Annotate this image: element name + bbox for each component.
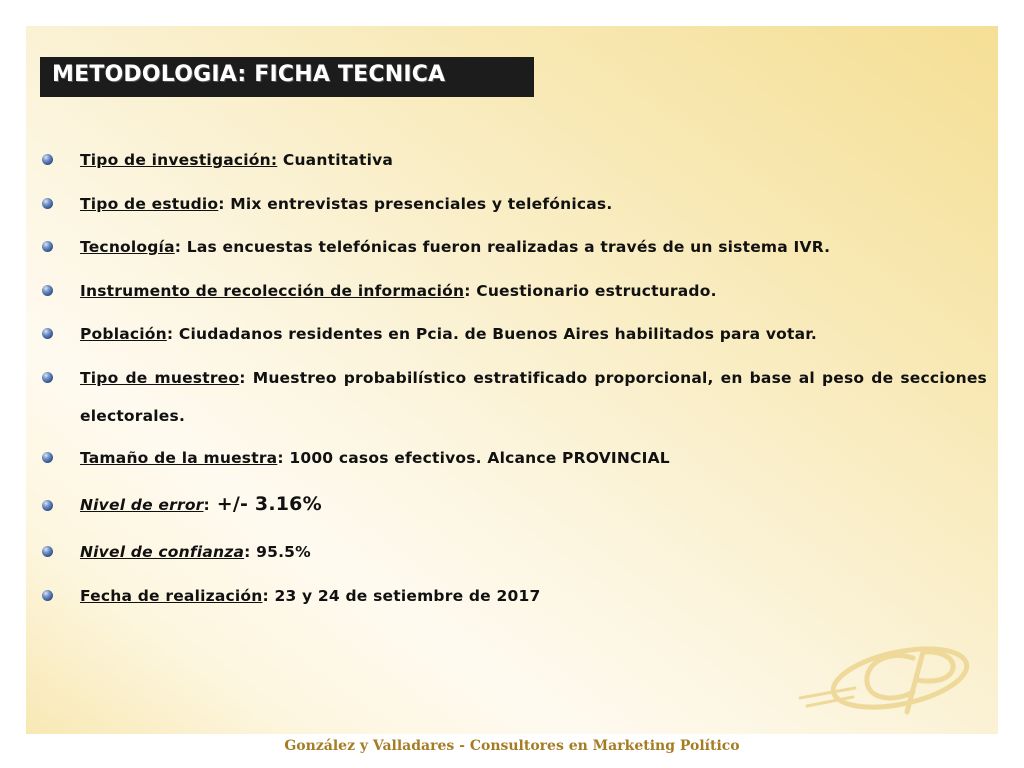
list-item: Fecha de realización: 23 y 24 de setiembre de 2017 — [42, 586, 540, 606]
list-item — [42, 150, 987, 170]
item-value: Muestreo probabilístico estratificado proporcional, en base al peso de secciones electorales. — [80, 369, 987, 425]
item-value: Ciudadanos residentes en Pcia. de Buenos Aires habilitados para votar. — [173, 325, 817, 343]
list-item: Tipo de muestreo: Muestreo probabilístico estratificado proporcional, en base al peso de secciones electorales. — [42, 359, 987, 435]
list-item: Tecnología: Las encuestas telefónicas fueron realizadas a través de un sistema IVR. — [42, 237, 830, 257]
list-item: Nivel de error: +/- 3.16% — [42, 494, 322, 515]
item-label: Población — [80, 325, 167, 343]
item-label: Nivel de confianza — [80, 543, 245, 561]
list-item: Nivel de confianza: 95.5% — [42, 542, 311, 562]
item-label: Nivel de error — [80, 496, 204, 514]
list-item: Población: Ciudadanos residentes en Pcia. de Buenos Aires habilitados para votar. — [42, 324, 817, 344]
item-label: Tipo de estudio — [80, 195, 219, 213]
item-value: 95.5% — [250, 543, 311, 561]
item-value: +/- 3.16% — [209, 493, 322, 515]
list-item: Tipo de estudio: Mix entrevistas presenciales y telefónicas. — [42, 194, 612, 214]
item-label: Fecha de realización — [80, 587, 263, 605]
bullet-icon — [42, 241, 53, 252]
bullet-icon — [42, 372, 53, 383]
bullet-icon — [42, 198, 53, 209]
gv-monogram-logo-icon — [795, 640, 980, 725]
list-item: Tamaño de la muestra: 1000 casos efectivos. Alcance PROVINCIAL — [42, 448, 670, 468]
item-value: 23 y 24 de setiembre de 2017 — [268, 587, 541, 605]
item-value: Mix entrevistas presenciales y telefónicas. — [224, 195, 613, 213]
item-value: Cuestionario estructurado. — [470, 282, 717, 300]
item-value: Las encuestas telefónicas fueron realizadas a través de un sistema IVR. — [181, 238, 831, 256]
item-value: 1000 casos efectivos. Alcance PROVINCIAL — [283, 449, 670, 467]
bullet-icon — [42, 590, 53, 601]
bullet-icon — [42, 328, 53, 339]
page-title: METODOLOGIA: FICHA TECNICA — [52, 62, 446, 87]
bullet-icon — [42, 285, 53, 296]
bullet-icon — [42, 546, 53, 557]
item-label: Tipo de muestreo — [80, 369, 240, 387]
bullet-icon — [42, 500, 53, 511]
item-value: Cuantitativa — [277, 151, 394, 169]
title-banner — [40, 57, 534, 97]
list-item: Instrumento de recolección de información: Cuestionario estructurado. — [42, 281, 717, 301]
bullet-icon — [42, 154, 53, 165]
bullet-list — [42, 150, 987, 605]
bullet-icon — [42, 452, 53, 463]
footer-text: González y Valladares - Consultores en Marketing Político — [284, 738, 740, 754]
item-label: Tipo de investigación: — [80, 151, 278, 169]
item-label: Tecnología — [80, 238, 175, 256]
item-label: Instrumento de recolección de información — [80, 282, 465, 300]
item-label: Tamaño de la muestra — [80, 449, 278, 467]
